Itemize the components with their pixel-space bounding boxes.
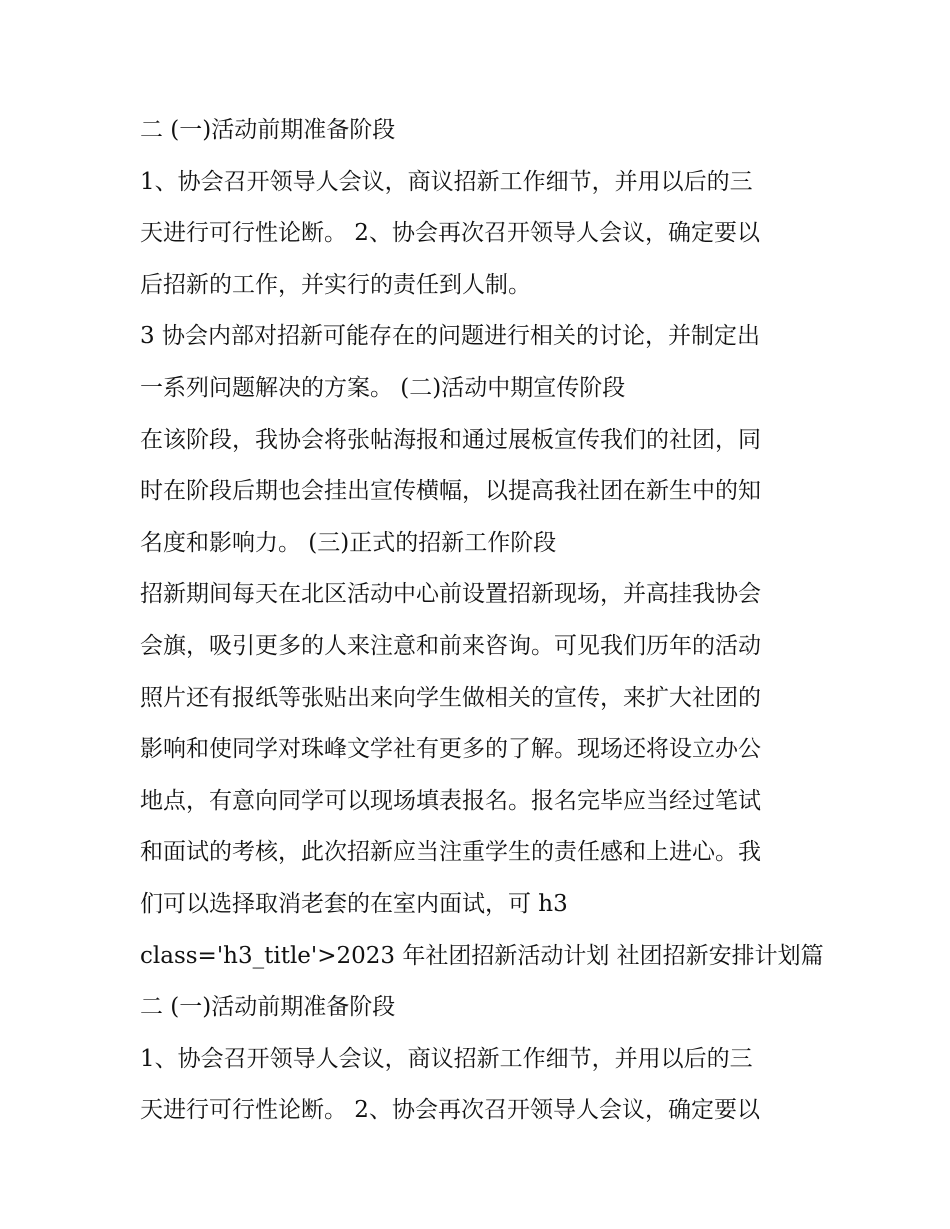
text-line: 一系列问题解决的方案。 (二)活动中期宣传阶段 xyxy=(140,374,626,401)
text-line: 影响和使同学对珠峰文学社有更多的了解。现场还将设立办公 xyxy=(140,736,761,763)
document-page xyxy=(140,108,824,1140)
text-line: 地点，有意向同学可以现场填表报名。报名完毕应当经过笔试 xyxy=(140,787,761,814)
text-line: 二 (一)活动前期准备阶段 xyxy=(140,117,396,143)
text-line: 天进行可行性论断。 2、协会再次召开领导人会议，确定要以 xyxy=(140,1097,760,1124)
text-line: 1、协会召开领导人会议，商议招新工作细节，并用以后的三 xyxy=(140,168,753,195)
text-line: 1、协会召开领导人会议，商议招新工作细节，并用以后的三 xyxy=(140,1045,753,1072)
text-line: class='h3_title'>2023 年社团招新活动计划 社团招新安排计划篇 xyxy=(140,942,824,969)
text-line: 名度和影响力。 (三)正式的招新工作阶段 xyxy=(140,529,557,556)
text-line: 和面试的考核，此次招新应当注重学生的责任感和上进心。我 xyxy=(140,839,761,866)
text-line: 们可以选择取消老套的在室内面试，可 h3 xyxy=(140,890,568,917)
text-line: 招新期间每天在北区活动中心前设置招新现场，并高挂我协会 xyxy=(140,581,761,608)
text-line: 3 协会内部对招新可能存在的问题进行相关的讨论，并制定出 xyxy=(140,323,760,350)
text-line: 天进行可行性论断。 2、协会再次召开领导人会议，确定要以 xyxy=(140,220,760,247)
text-line: 照片还有报纸等张贴出来向学生做相关的宣传，来扩大社团的 xyxy=(140,684,761,711)
text-line: 二 (一)活动前期准备阶段 xyxy=(140,994,396,1021)
text-line: 后招新的工作，并实行的责任到人制。 xyxy=(140,271,531,298)
text-line: 时在阶段后期也会挂出宣传横幅，以提高我社团在新生中的知 xyxy=(140,478,761,505)
text-line: 会旗，吸引更多的人来注意和前来咨询。可见我们历年的活动 xyxy=(140,632,761,659)
text-line: 在该阶段，我协会将张帖海报和通过展板宣传我们的社团，同 xyxy=(140,426,761,453)
